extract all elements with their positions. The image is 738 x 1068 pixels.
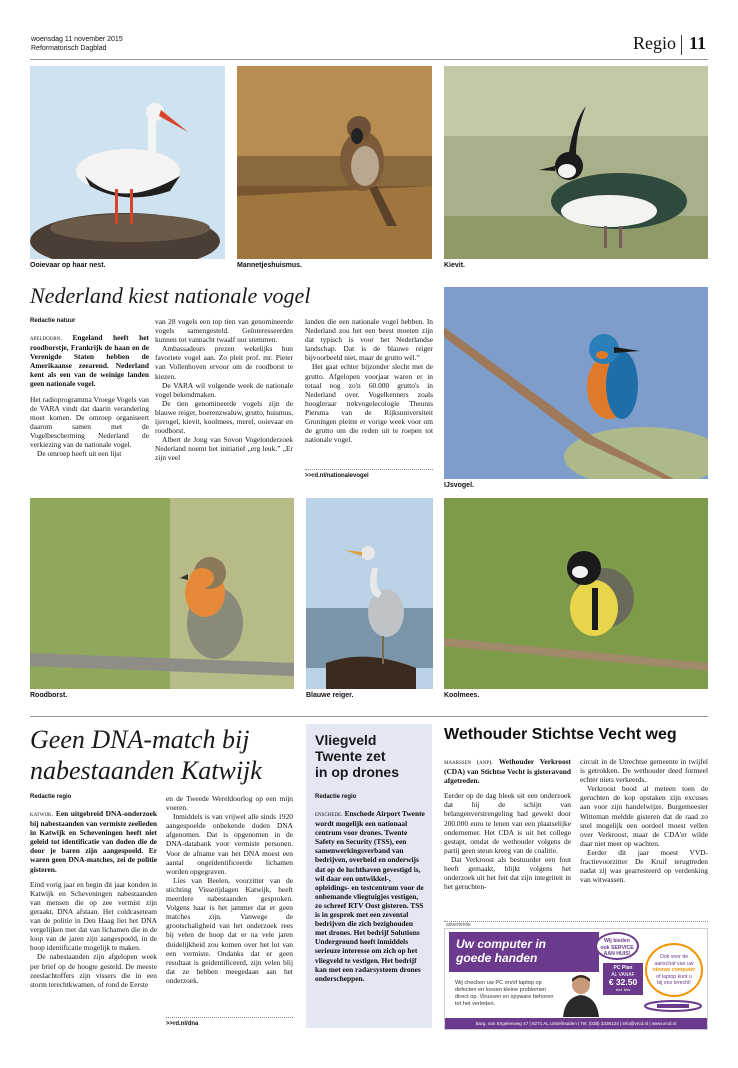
article-dna-headline <box>30 724 262 786</box>
article-drones-headline <box>315 732 427 780</box>
caption-kingfisher: IJsvogel. <box>444 482 474 489</box>
section-divider <box>681 35 682 55</box>
article-wethouder-col1 <box>444 757 571 891</box>
masthead <box>31 35 123 53</box>
lead-paragraph: Wethouder Verkroost (CDA) van Stichtse Vecht is gisteravond afgetreden. <box>444 757 571 786</box>
paragraph: De VARA wil volgende week de nationale vogel bekendmaken. <box>155 380 293 399</box>
paragraph: circuit in de Utrechtse gemeente in twijfel is getrokken. De wethouder deed formeel echter niets verkeerds. <box>580 757 708 785</box>
ad-service-badge <box>595 932 639 960</box>
ad-bubble-line: bij ons terecht! <box>657 980 691 986</box>
ad-bubble-line: Ook voor de <box>659 954 689 960</box>
paragraph: Het radioprogramma Vroege Vogels van de VARA vindt dat daarin verandering moet komen. De omroep organiseert daarom samen met de Vogelbescherming Nederland de verkiezing van de nationale vogel. <box>30 394 150 450</box>
paragraph: Ambassadeurs prezen wekelijks hun favoriete vogel aan. Zo pleit prof. mr. Pieter van Vollenhoven ervoor om de roodborst te kiezen. <box>155 344 293 381</box>
lead-paragraph: Een uitgebreid DNA-onderzoek bij nabestaanden van vermiste zeelieden in Katwijk en Scheveningen heeft niet geleid tot identificatie van doden die de door je baren zijn aangespoeld. Er waren geen DNA-matches, zei de politie gisteren. <box>30 809 157 874</box>
article-nationale-vogel-col3 <box>305 317 433 444</box>
caption-great-tit: Koolmees. <box>444 692 480 699</box>
paragraph: Dat Verkroost als bestuurder een fout heeft gemaakt, blijkt volgens het onderzoek uit het feit dat zijn integriteit in het geruchten- <box>444 854 571 892</box>
article-wethouder-headline: Wethouder Stichtse Vecht weg <box>444 726 677 743</box>
link-nationale-vogel[interactable]: >>rd.nl/nationalevogel <box>305 473 369 479</box>
ad-purchase-bubble <box>645 943 703 997</box>
paragraph: Lies van Beelen, voorzitter van de stichting Visserijdagen Katwijk, heeft meerdere nabestaanden gesproken. Volgens haar is het jammer dat er geen matches zijn. Vanwege de grootschaligheid van het onderzoek rees bij velen de hoop dat er na vele jaren duidelijkheid zou komen over het lot van een vermiste. Ondanks dat er geen resultaat is geidentificeerd, zijn velen blij dat ze hebben meegedaan aan het onderzoek. <box>166 875 293 985</box>
paragraph: van 28 vogels een top tien van genomineerde vogels samengesteld. Geïnteresseerden kunnen tot vannacht twaalf uur stemmen. <box>155 317 293 345</box>
paragraph: Eerder dit jaar moest VVD-fractievoorzitter De Kruif terugtreden nadat zij was gearresteerd op verdenking van witwassen. <box>580 847 708 885</box>
ad-bubble-line: of laptop kunt u <box>656 973 692 980</box>
paragraph: Albert de Jong van Sovon Vogelonderzoek Nederland noemt het initiatief „erg leuk.” „Er zijn veel <box>155 435 293 463</box>
article-drones-body <box>315 809 425 983</box>
paragraph: Het gaat echter bijzonder slecht met de grutto. Afgelopen voorjaar waren er in totaal nog zo'n 60.000 grutto's in Nederland over. Vogelkenners zoals hoogleraar trekvogelecologie Theunis Piersma van de Rijksuniversiteit Groningen pleitte er vorige week voor om de grutto om die reden uit te roepen tot nationale vogel. <box>305 362 433 445</box>
dateline: katwijk. <box>30 811 54 818</box>
headline-line: in op drones <box>315 764 399 780</box>
photo-heron <box>306 498 433 689</box>
caption-robin: Roodborst. <box>30 692 68 699</box>
ad-separator <box>444 921 708 922</box>
ad-price-tag <box>603 963 643 995</box>
ad-bubble-line: nieuwe computer <box>652 967 696 973</box>
ad-bubble-line: aanschaf van uw <box>654 960 694 967</box>
link-separator <box>166 1017 293 1018</box>
ad-person-photo <box>561 973 601 1017</box>
paragraph: landen die een nationale vogel hebben. In Nederland zou het een beest moeten zijn dat typisch is voor het Nederlandse landschap. Dat is de blauwe reiger bijvoorbeeld niet, maar de grutto wél.” <box>305 317 433 363</box>
paragraph: Eerder op de dag bleek uit een onderzoek dat hij de schijn van belangenverstrengeling had gewekt door 200.000 euro te lenen van een plaatselijke ondernemer. Het CDA is uit het college gestapt, omdat de wethouder volgens de partij geen steun kreeg van de coalitie. <box>444 791 571 855</box>
article-wethouder-col2 <box>580 757 708 884</box>
page-number: 11 <box>688 33 706 53</box>
ad-body: Wij checken uw PC en/of laptop op defecten en lossen kleine problemen direct op. Virussen en spyware behoren tot het verleden. <box>455 980 554 1007</box>
ad-badge-line: AAN HUIS! <box>603 951 631 957</box>
paragraph: De nabestaanden zijn afgelopen week per brief op de hoogte gesteld. De meeste zeeslachtoffers zijn vissers die in een storm terechtkwamen, of rond de Eerste <box>30 952 157 989</box>
headline-line: Geen DNA-match bij <box>30 725 250 754</box>
caption-lapwing: Kievit. <box>444 262 466 269</box>
header-rule <box>30 59 708 60</box>
photo-great-tit <box>444 498 708 689</box>
caption-sparrow: Mannetjeshuismus. <box>237 262 302 269</box>
caption-stork: Ooievaar op haar nest. <box>30 262 106 269</box>
paragraph: Enschede Airport Twente wordt mogelijk een nationaal centrum voor drones. Twente Safety en Security (TSS), een samenwerkingsverband van bedrijven, overheid en onderwijs dat op de luchthaven gevestigd is, wil daar een ontwikkel-, opleidings- en testcentrum voor de onbemande vliegtuigjes vestigen, zo schreef RTV Oost gisteren. TSS is in gesprek met een zevental bedrijven die zich bezighouden met drones. Het bedrijf Solutions Underground heeft inmiddels serieuze interesse om zich op het vliegveld te vestigen. Het bedrijf kan met een radarsysteem drones onderscheppen. <box>315 809 425 983</box>
ad-plan-price: € 32.50 <box>608 977 638 987</box>
paragraph: en de Tweede Wereldoorlog op een mijn voeren. <box>166 794 293 813</box>
paragraph: De omroep heeft uit een lijst <box>37 449 122 459</box>
article-dna-col1 <box>30 809 157 989</box>
photo-robin <box>30 498 294 689</box>
photo-kingfisher <box>444 287 708 479</box>
dateline: maarssen (anp). <box>444 759 493 766</box>
section-rule <box>30 716 708 717</box>
ad-footer: Burg. van Engelenweg 47 | 8271 AL IJsselmuiden | Tel: (038) 3336124 | info@vrcd.nl | www.vrcd.nl <box>445 1018 707 1029</box>
issue-date: woensdag 11 november 2015 <box>31 36 123 43</box>
ad-headline-line: goede handen <box>456 951 538 965</box>
article-drones-byline: Redactie regio <box>315 794 357 800</box>
ad-plan-from: AL VANAF <box>611 971 635 978</box>
paragraph: De tien genomineerde vogels zijn de blauwe reiger, boerenzwaluw, grutto, huismus, ijsvogel, kievit, koolmees, merel, ooievaar en roodborst. <box>155 398 293 436</box>
paragraph: Inmiddels is van vrijwel alle sinds 1920 aangespoelde onbekende doden DNA afgenomen. Dat is opgenomen in de DNA-databank voor vermiste personen. Voor de afname van het DNA moest een aantal ongeïdentificeerde lichamen worden opgegraven. <box>166 812 293 876</box>
ad-plan-note: incl. btw <box>615 987 631 992</box>
article-nationale-vogel-headline: Nederland kiest nationale vogel <box>30 283 311 308</box>
photo-lapwing <box>444 66 708 259</box>
link-dna[interactable]: >>rd.nl/dna <box>166 1021 199 1027</box>
article-dna-col2 <box>166 794 293 985</box>
paragraph: Verkroost bood al meteen toen de geruchten de kop opstaken zijn excuses aan voor zijn handelwijze. Burgemeester Witteman meldde gisteren dat de raad zo snel mogelijk een oordeel moest vellen over Verkroost, maar de CDA'er wilde daar niet meer op wachten. <box>580 784 708 848</box>
caption-heron: Blauwe reiger. <box>306 692 354 699</box>
ad-headline <box>449 932 599 972</box>
dateline: enschede. <box>315 811 343 818</box>
headline-line: Vliegveld <box>315 732 377 748</box>
article-dna-byline: Redactie regio <box>30 794 72 800</box>
ad-plan-name: PC Plan <box>613 965 633 971</box>
photo-sparrow <box>237 66 432 259</box>
ad-badge-line: Wij bieden <box>604 938 630 944</box>
dateline: apeldoorn. <box>30 335 62 342</box>
advertisement[interactable] <box>444 928 708 1030</box>
ad-logo <box>643 999 703 1013</box>
photo-stork <box>30 66 225 259</box>
link-separator <box>305 469 433 470</box>
ad-badge-line: ook SERVICE <box>600 944 634 951</box>
ad-label: advertentie <box>446 922 471 928</box>
article-nationale-vogel-col1 <box>30 333 149 458</box>
paragraph: Eind vorig jaar en begin dit jaar konden in Katwijk en Scheveningen nabestaanden van mensen die op zee vermist zijn geraakt, DNA afstaan. Het coldcaseteam van de politie in Den Haag liet het DNA vergelijken met dat van lichamen die in de loop van de jaren zijn aangespoeld, in de hoop identificatie mogelijk te maken. <box>30 879 157 953</box>
article-nationale-vogel-byline: Redactie natuur <box>30 318 76 324</box>
section-title: Regio <box>633 33 676 53</box>
paper-name: Reformatorisch Dagblad <box>31 45 107 52</box>
article-nationale-vogel-col2 <box>155 317 293 463</box>
headline-line: Twente zet <box>315 748 386 764</box>
ad-headline-line: Uw computer in <box>456 937 547 951</box>
lead-paragraph: Engeland heeft het roodborstje, Frankrijk de haan en de Verenigde Staten hebben de Amerikaanse zeearend. Nederland kent als een van de weinige landen geen nationale vogel. <box>30 333 149 389</box>
headline-line: nabestaanden Katwijk <box>30 756 262 785</box>
